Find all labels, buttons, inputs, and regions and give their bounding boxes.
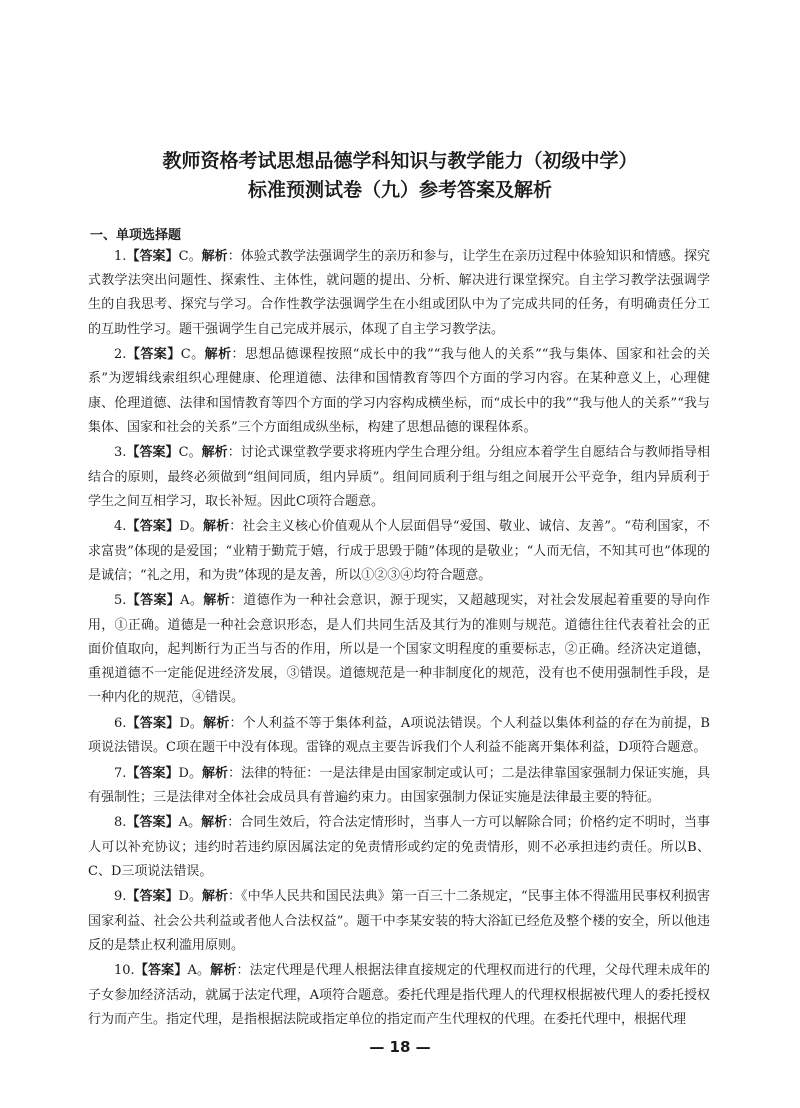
analysis-label: 解析: [201, 889, 229, 905]
document-title: 教师资格考试思想品德学科知识与教学能力（初级中学）: [162, 150, 638, 172]
item-number: 7.: [114, 765, 127, 781]
analysis-text: ：道德作为一种社会意识，源于现实，又超越现实，对社会发展起着重要的导向作用，①正确。道德是一种社会意识形态，是人们共同生活及其行为的准则与规范。道德往往代表着社会的正面价值取向，起判断行为正当与否的作用，所以是一个国家文明程度的重要标志，②正确。经济决定道德，重视道德不一定能促进经济发展，③错误。道德规范是一种非制度化的规范，没有也不使用强制性手段，是一种内化的规范，④错误。: [88, 593, 710, 706]
analysis-text: ：法定代理是代理人根据法律直接规定的代理权而进行的代理，父母代理未成年的子女参加经济活动，就属于法定代理，A项符合题意。委托代理是指代理人的代理权根据被代理人的委托授权行为而产生。指定代理，是指根据法院或指定单位的指定而产生代理权的代理。在委托代理中，根据代理: [88, 963, 710, 1027]
answer-item: [88, 343, 710, 440]
answer-label: 【答案】: [126, 347, 181, 363]
item-number: 5.: [114, 593, 127, 609]
answer-item: [88, 885, 710, 958]
answer-choice: C。: [178, 249, 202, 264]
analysis-text: ：思想品德课程按照“成长中的我”“我与他人的关系”“我与集体、国家和社会的关系”为逻辑线索组织心理健康、伦理道德、法律和国情教育等四个方面的学习内容。在某种意义上，心理健康、伦理道德、法律和国情教育等四个方面的学习内容构成横坐标，而“成长中的我”“我与他人的关系”“我与集体、国家和社会的关系”三个方面组成纵坐标，构建了思想品德的课程体系。: [88, 347, 710, 435]
answer-choice: D。: [179, 715, 204, 731]
analysis-text: ：法律的特征：一是法律是由国家制定或认可；二是法律靠国家强制力保证实施，具有强制性；三是法律对全体社会成员具有普遍约束力。由国家强制力保证实施是法律最主要的特征。: [88, 765, 710, 805]
item-number: 3.: [114, 445, 127, 461]
answer-choice: A。: [187, 963, 211, 979]
answer-item: [88, 245, 710, 342]
answer-label: 【答案】: [126, 715, 180, 731]
answer-label: 【答案】: [126, 765, 179, 781]
answer-item: [88, 441, 710, 514]
analysis-label: 解析: [201, 445, 228, 461]
answer-choice: D。: [178, 765, 203, 781]
analysis-label: 解析: [202, 765, 229, 781]
analysis-text: ：社会主义核心价值观从个人层面倡导“爱国、敬业、诚信、友善”。“苟利国家，不求富贵”体现的是爱国；“业精于勤荒于嬉，行成于思毁于随”体现的是敬业；“人而无信，不知其可也”体现的是诚信；“礼之用，和为贵”体现的是友善，所以①②③④均符合题意。: [88, 519, 710, 583]
analysis-label: 解析: [203, 715, 230, 731]
answer-label: 【答案】: [126, 249, 179, 264]
analysis-label: 解析: [210, 963, 237, 979]
answer-item: [88, 959, 710, 1032]
analysis-label: 解析: [203, 593, 230, 609]
analysis-label: 解析: [202, 519, 230, 535]
analysis-text: ：体验式教学法强调学生的亲历和参与，让学生在亲历过程中体验知识和情感。探究式教学法突出问题性、探索性、主体性，就问题的提出、分析、解决进行课堂探究。自主学习教学法强调学生的自我思考、探究与学习。合作性教学法强调学生在小组或团队中为了完成共同的任务，有明确责任分工的互助性学习。题干强调学生自己完成并展示，体现了自主学习教学法。: [88, 249, 710, 337]
document-subtitle: 标准预测试卷（九）参考答案及解析: [247, 179, 552, 201]
answer-choice: D。: [178, 889, 202, 905]
page-number: — 18 —: [369, 1038, 431, 1056]
answer-item: [88, 811, 710, 884]
answer-label: 【答案】: [126, 889, 179, 905]
answer-list: [88, 245, 710, 1033]
section-heading: 一、单项选择题: [90, 228, 182, 243]
answer-item: [88, 515, 710, 588]
item-number: 9.: [114, 889, 127, 905]
answer-label: 【答案】: [126, 445, 179, 461]
analysis-text: ：个人利益不等于集体利益，A项说法错误。个人利益以集体利益的存在为前提，B项说法错误。C项在题干中没有体现。雷锋的观点主要告诉我们个人利益不能离开集体利益，D项符合题意。: [88, 715, 710, 756]
answer-label: 【答案】: [126, 519, 180, 535]
item-number: 4.: [114, 519, 127, 535]
analysis-text: ：《中华人民共和国民法典》第一百三十二条规定，“民事主体不得滥用民事权利损害国家利益、社会公共利益或者他人合法权益”。题干中李某安装的特大浴缸已经危及整个楼的安全，所以他违反的是禁止权利滥用原则。: [88, 889, 710, 953]
answer-choice: A。: [178, 815, 202, 831]
answer-label: 【答案】: [126, 593, 181, 609]
answer-item: [88, 712, 710, 760]
answer-choice: C。: [180, 347, 205, 363]
analysis-label: 解析: [201, 249, 228, 264]
answer-choice: C。: [178, 445, 202, 461]
answer-choice: D。: [179, 519, 203, 535]
answer-item: [88, 589, 710, 710]
item-number: 6.: [114, 715, 127, 731]
answer-label: 【答案】: [134, 963, 188, 979]
answer-item: [88, 762, 710, 810]
title-block: [0, 148, 800, 204]
answer-choice: A。: [180, 593, 204, 609]
answer-label: 【答案】: [126, 815, 179, 831]
analysis-text: ：合同生效后，符合法定情形时，当事人一方可以解除合同；价格约定不明时，当事人可以补充协议；违约时若违约原因属法定的免责情形或约定的免责情形，则不必承担违约责任。所以B、C、D三项说法错误。: [88, 815, 710, 879]
item-number: 8.: [114, 815, 127, 831]
item-number: 2.: [114, 347, 127, 363]
analysis-text: ：讨论式课堂教学要求将班内学生合理分组。分组应本着学生自愿结合与教师指导相结合的原则，最终必须做到“组间同质，组内异质”。组间同质利于组与组之间展开公平竞争，组内异质利于学生之间互相学习，取长补短。因此C项符合题意。: [88, 445, 710, 509]
analysis-label: 解析: [201, 815, 228, 831]
item-number: 10.: [114, 963, 135, 979]
item-number: 1.: [114, 249, 127, 264]
analysis-label: 解析: [204, 347, 232, 363]
